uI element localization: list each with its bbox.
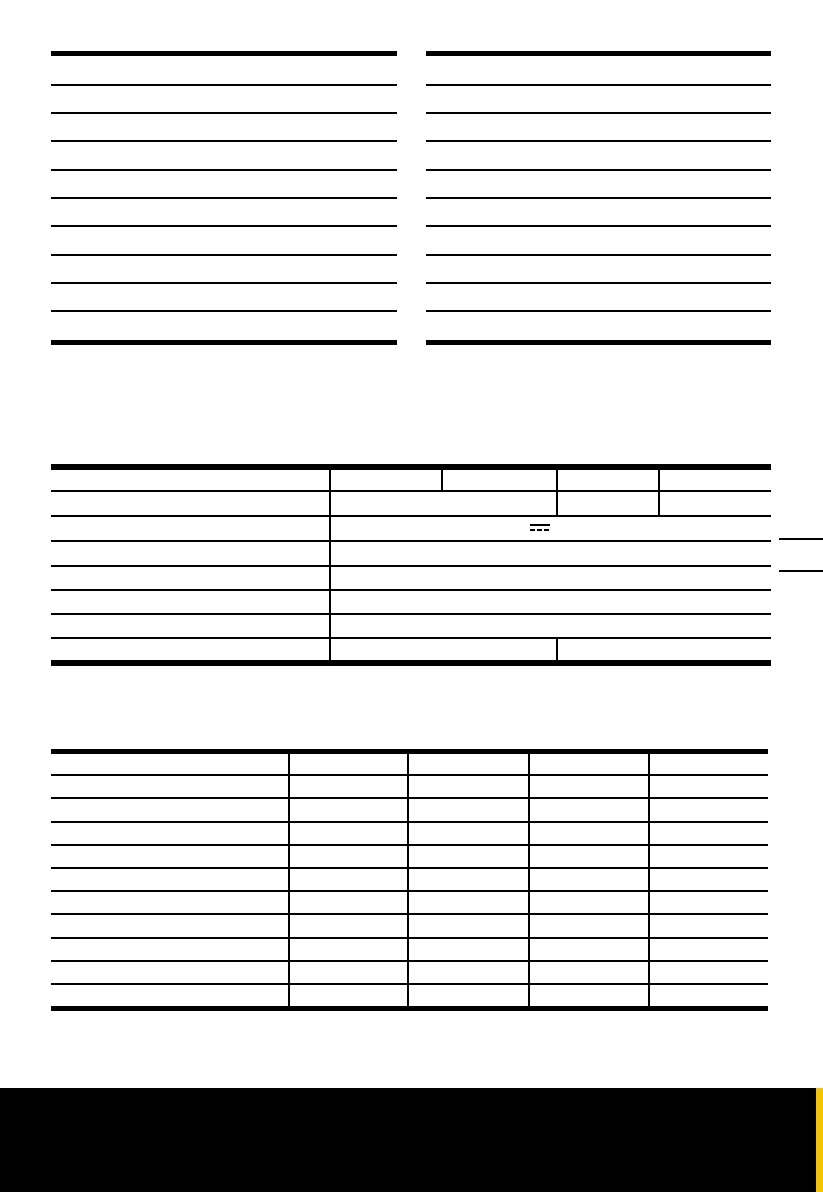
table-row-divider [51,254,397,256]
table-row-divider [51,84,397,86]
dc-symbol-icon [530,524,550,532]
table-row-divider [51,197,397,199]
table-row-divider [426,254,771,256]
table-row-divider [51,282,397,284]
footer-accent-stripe [816,1088,823,1192]
table-row-divider [426,197,771,199]
table-row-divider [51,490,771,492]
column-divider [556,639,558,660]
table-row-divider [426,169,771,171]
column-divider [528,754,530,1006]
table-row-divider [51,565,771,567]
table-row-divider [51,937,768,939]
table-row-divider [51,774,768,776]
table-row-divider [51,844,768,846]
language-tab-bottom-rule [779,570,823,572]
table-row-divider [426,225,771,227]
table-row-divider [51,112,397,114]
table-row-divider [51,310,397,312]
table-top-rule [51,464,771,470]
column-divider [556,470,558,515]
language-tab-top-rule [779,538,823,540]
table-row-divider [51,515,771,517]
table-row-divider [51,169,397,171]
table-bottom-rule [51,1006,768,1011]
table-row-divider [51,867,768,869]
table-bottom-rule [426,340,771,345]
column-divider [329,470,331,660]
table-row-divider [51,140,397,142]
table-bottom-rule [51,340,397,345]
column-divider [648,754,650,1006]
table-row-divider [51,821,768,823]
table-row-divider [51,613,771,615]
table-row-divider [51,797,768,799]
table-row-divider [51,983,768,985]
column-divider [288,754,290,1006]
table-top-rule [51,749,768,754]
table-row-divider [426,310,771,312]
table-row-divider [426,84,771,86]
table-row-divider [51,913,768,915]
table-row-divider [51,540,771,542]
table-top-rule [51,51,397,56]
table-row-divider [51,960,768,962]
table-row-divider [51,589,771,591]
table-row-divider [51,225,397,227]
column-divider [407,754,409,1006]
table-row-divider [51,890,768,892]
table-row-divider [426,112,771,114]
column-divider [658,470,660,515]
table-top-rule [426,51,771,56]
column-divider [441,470,443,490]
table-row-divider [426,140,771,142]
footer-band [0,1088,816,1192]
table-bottom-rule [51,660,771,666]
table-row-divider [426,282,771,284]
table-row-divider [51,637,771,639]
